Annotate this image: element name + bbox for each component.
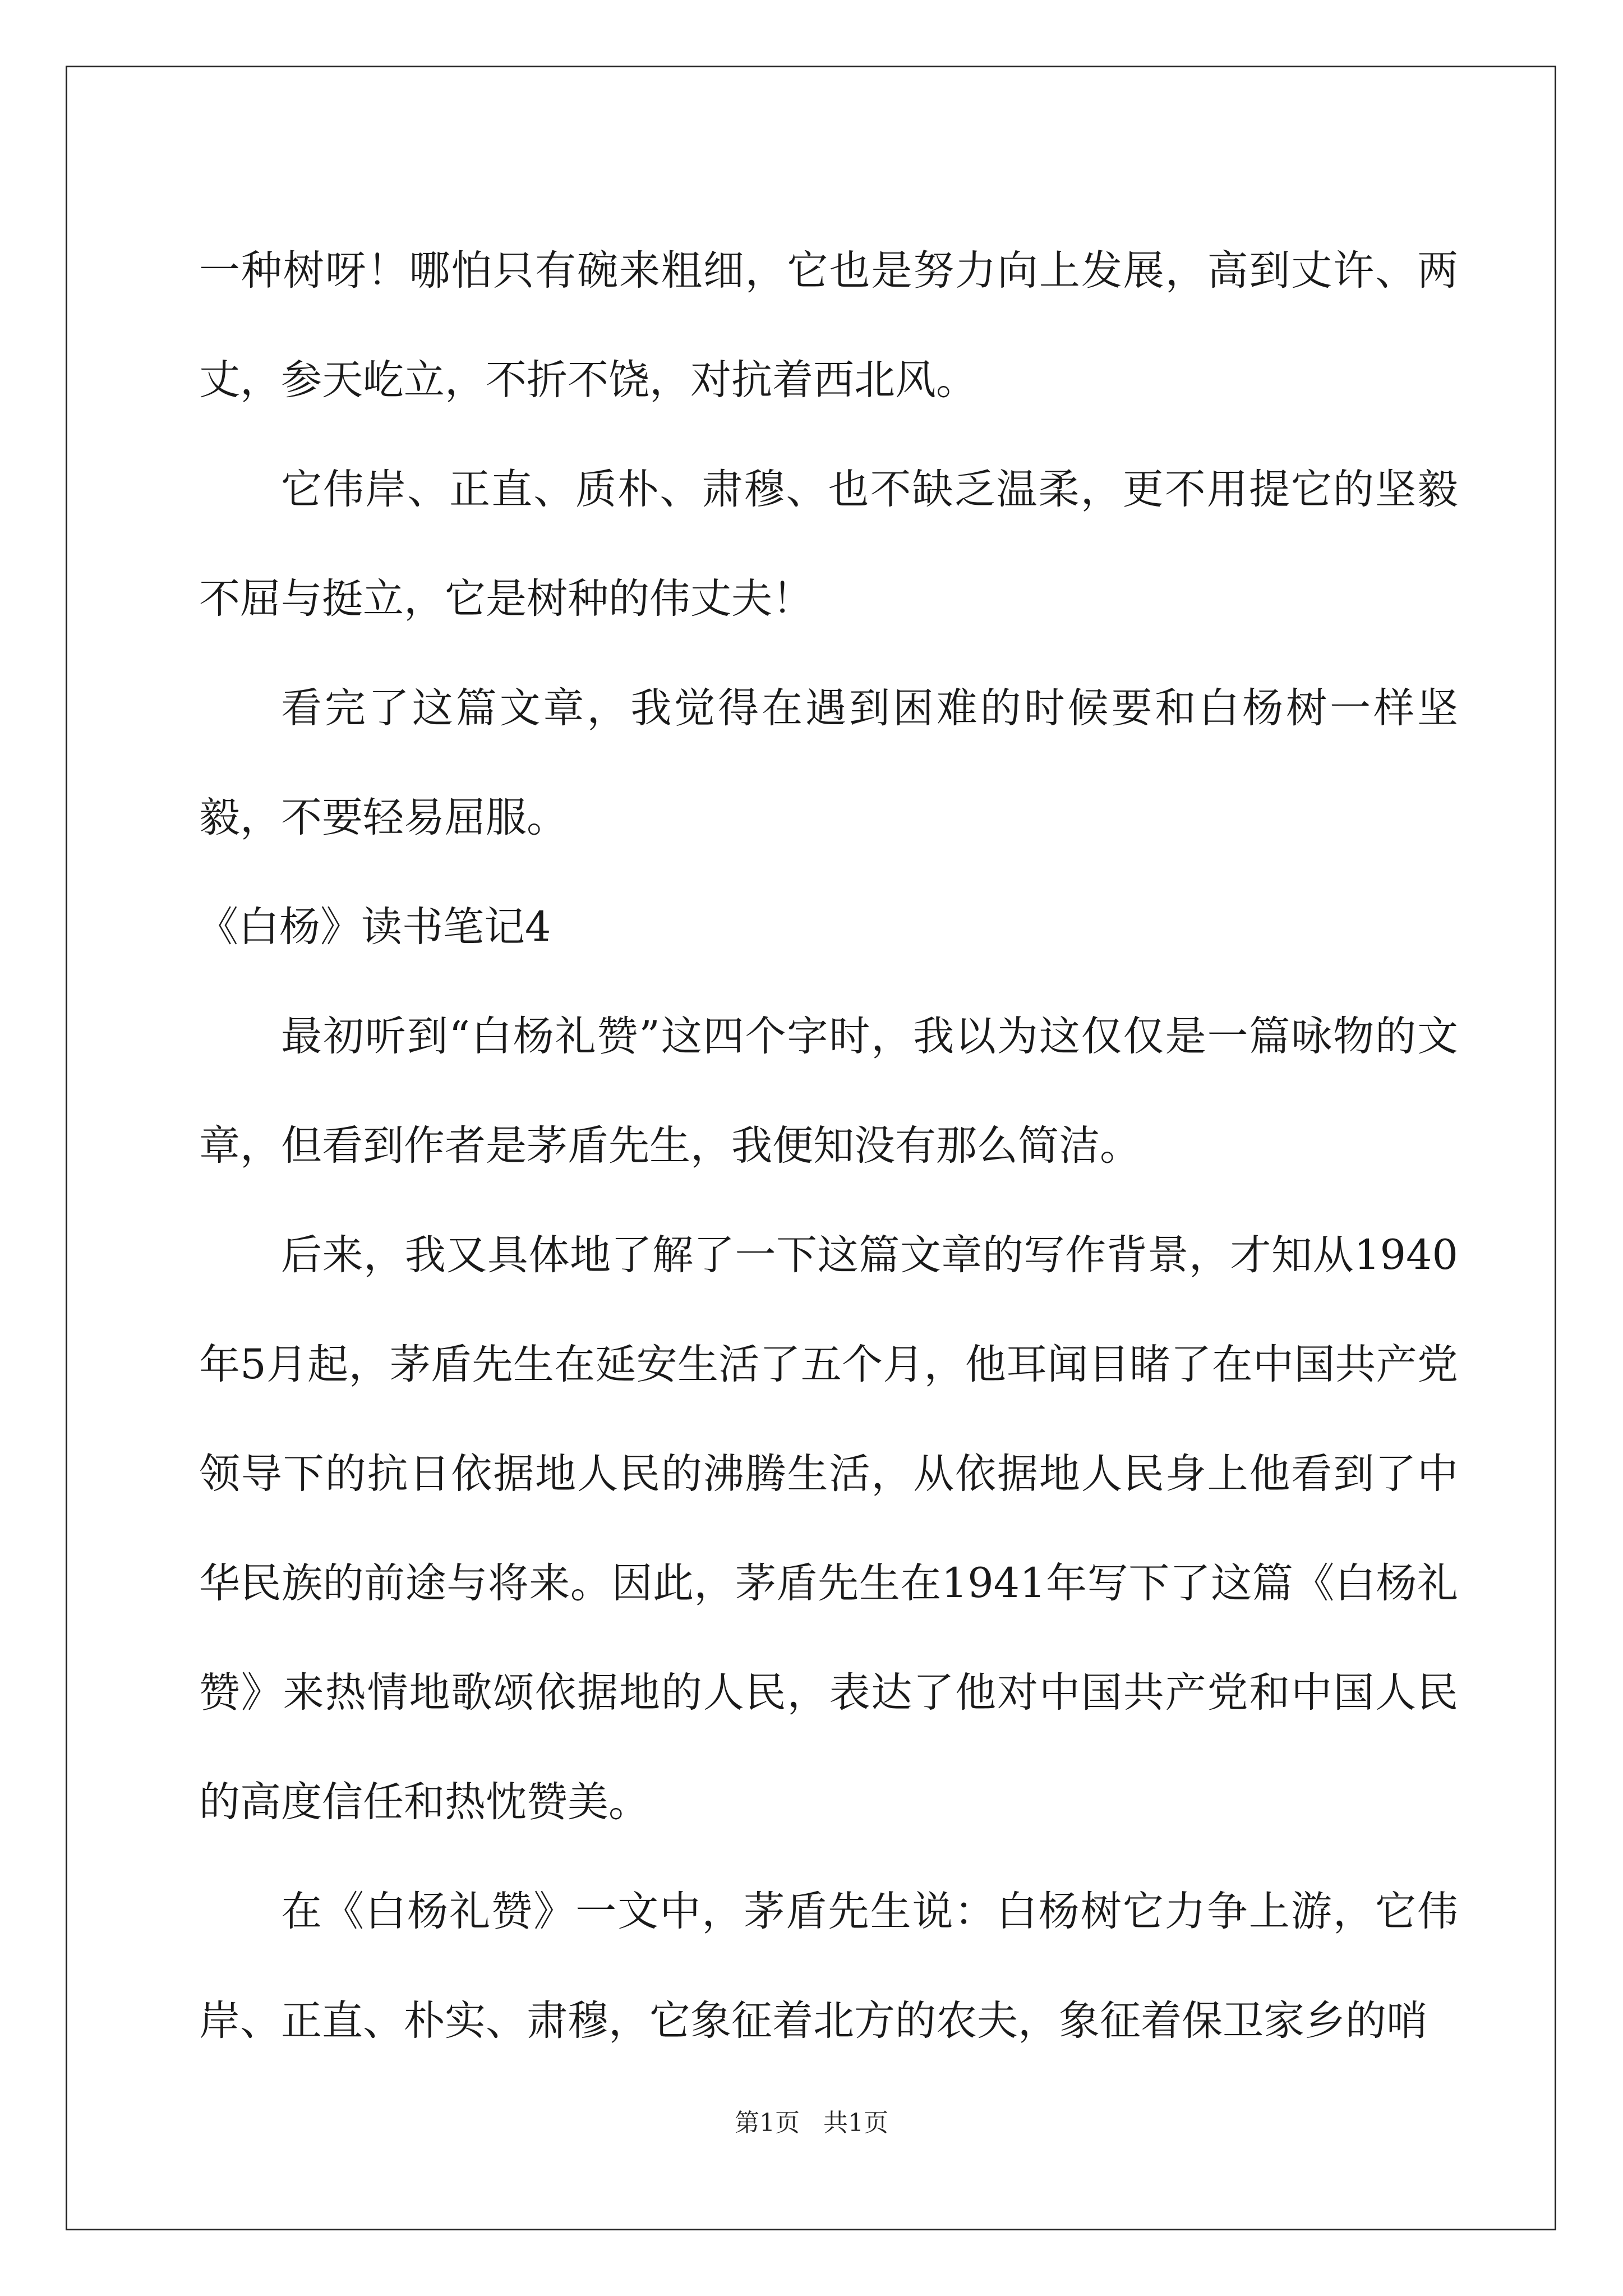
paragraph: 看完了这篇文章，我觉得在遇到困难的时候要和白杨树一样坚毅，不要轻易屈服。 <box>199 684 1458 841</box>
paragraph: 最初听到“白杨礼赞”这四个字时，我以为这仅仅是一篇咏物的文章，但看到作者是茅盾先生，我便知没有那么简洁。 <box>199 1013 1458 1170</box>
paragraph: 在《白杨礼赞》一文中，茅盾先生说：白杨树它力争上游，它伟岸、正直、朴实、肃穆，它象征着北方的农夫，象征着保卫家乡的哨 <box>199 1888 1458 2045</box>
paragraph: 后来，我又具体地了解了一下这篇文章的写作背景，才知从1940年5月起，茅盾先生在延安生活了五个月，他耳闻目睹了在中国共产党领导下的抗日依据地人民的沸腾生活，从依据地人民身上他看到了中华民族的前途与将来。因此，茅盾先生在1941年写下了这篇《白杨礼赞》来热情地歌颂依据地的人民，表达了他对中国共产党和中国人民的高度信任和热忱赞美。 <box>199 1231 1458 1826</box>
paragraph: 一种树呀！哪怕只有碗来粗细，它也是努力向上发展，高到丈许、两丈，参天屹立，不折不饶，对抗着西北风。 <box>199 247 1458 404</box>
page-number-label: 第1页 共1页 <box>735 2109 888 2137</box>
document-body <box>199 216 1458 2076</box>
section-heading: 《白杨》读书笔记4 <box>197 903 551 951</box>
page-footer <box>0 2106 1623 2140</box>
paragraph: 它伟岸、正直、质朴、肃穆、也不缺乏温柔，更不用提它的坚毅不屈与挺立，它是树种的伟丈夫！ <box>199 466 1458 623</box>
